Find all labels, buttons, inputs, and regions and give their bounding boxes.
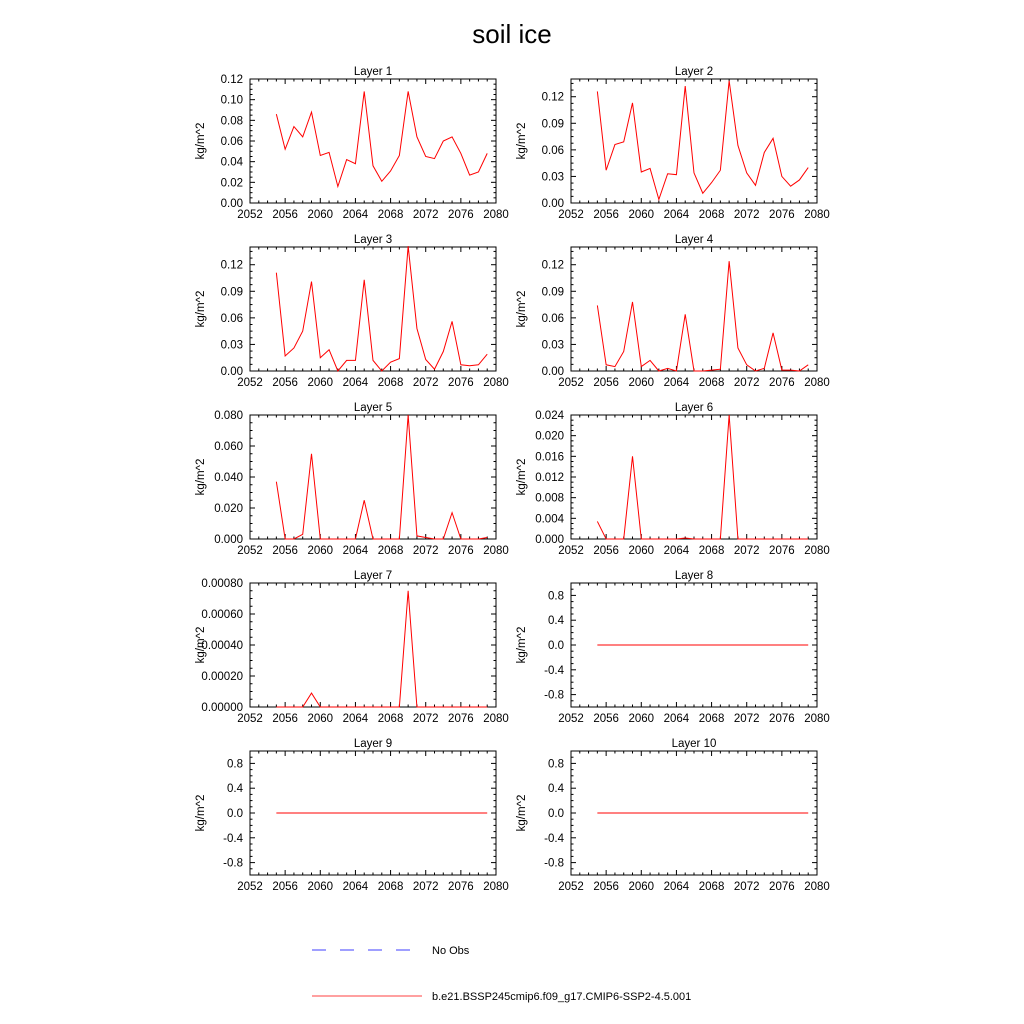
x-tick-label: 2056 <box>272 209 298 221</box>
y-tick-label: 0.00 <box>541 366 564 378</box>
x-tick-label: 2068 <box>377 713 404 725</box>
y-axis-label: kg/m^2 <box>516 458 528 496</box>
panel-title: Layer 3 <box>353 234 393 246</box>
x-tick-label: 2060 <box>307 713 334 725</box>
y-tick-label: 0.008 <box>535 492 564 505</box>
x-tick-label: 2076 <box>448 881 474 893</box>
x-tick-label: 2056 <box>272 545 298 557</box>
x-tick-label: 2072 <box>733 209 760 221</box>
x-tick-label: 2064 <box>342 377 369 389</box>
y-tick-label: 0.8 <box>548 758 564 771</box>
series-line-layer-2 <box>597 81 808 200</box>
x-tick-label: 2052 <box>237 545 263 557</box>
panel-title: Layer 7 <box>353 570 393 582</box>
x-tick-label: 2080 <box>483 209 509 221</box>
panel-layer-6 <box>516 402 830 557</box>
x-tick-label: 2080 <box>483 881 509 893</box>
y-axis-label: kg/m^2 <box>195 626 207 664</box>
x-tick-label: 2072 <box>733 377 760 389</box>
x-tick-label: 2076 <box>448 545 474 557</box>
x-tick-label: 2056 <box>593 209 619 221</box>
x-tick-label: 2068 <box>377 209 404 221</box>
x-tick-label: 2056 <box>593 713 619 725</box>
x-tick-label: 2052 <box>237 881 263 893</box>
x-tick-label: 2064 <box>342 881 369 893</box>
x-tick-label: 2068 <box>698 881 725 893</box>
y-tick-label: 0.06 <box>541 144 564 157</box>
x-tick-label: 2080 <box>483 545 509 557</box>
y-axis-label: kg/m^2 <box>195 794 207 832</box>
x-tick-label: 2060 <box>628 377 655 389</box>
y-tick-label: 0.00040 <box>201 640 243 652</box>
x-tick-label: 2072 <box>412 209 439 221</box>
y-tick-label: 0.03 <box>541 171 564 184</box>
x-tick-label: 2080 <box>804 209 830 221</box>
panel-title: Layer 1 <box>353 66 393 78</box>
y-tick-label: 0.06 <box>220 312 243 325</box>
y-tick-label: 0.08 <box>220 115 243 128</box>
y-tick-label: 0.0 <box>548 640 564 652</box>
y-tick-label: 0.012 <box>535 472 564 484</box>
y-tick-label: 0.09 <box>541 286 564 299</box>
y-axis-label: kg/m^2 <box>516 794 528 832</box>
plot-frame <box>250 247 496 371</box>
x-tick-label: 2060 <box>628 713 655 725</box>
x-tick-label: 2076 <box>448 713 474 725</box>
panel-layer-2 <box>516 66 830 221</box>
x-tick-label: 2060 <box>628 545 655 557</box>
x-tick-label: 2064 <box>663 377 690 389</box>
y-axis-label: kg/m^2 <box>516 626 528 664</box>
y-tick-label: 0.10 <box>220 94 243 107</box>
series-line-layer-4 <box>597 261 808 371</box>
y-tick-label: 0.00020 <box>201 671 243 683</box>
y-axis-label: kg/m^2 <box>195 458 207 496</box>
panel-layer-1 <box>195 66 509 221</box>
y-tick-label: 0.040 <box>214 472 243 484</box>
x-tick-label: 2064 <box>342 713 369 725</box>
x-tick-label: 2076 <box>769 713 795 725</box>
panel-title: Layer 5 <box>353 402 393 414</box>
x-tick-label: 2052 <box>237 713 263 725</box>
series-line-layer-7 <box>276 591 487 707</box>
x-tick-label: 2052 <box>558 377 584 389</box>
series-line-layer-6 <box>597 415 808 539</box>
x-tick-label: 2076 <box>448 209 474 221</box>
x-tick-label: 2072 <box>733 713 760 725</box>
y-axis-label: kg/m^2 <box>195 290 207 328</box>
x-tick-label: 2060 <box>628 209 655 221</box>
y-tick-label: 0.8 <box>227 758 243 771</box>
y-axis-label: kg/m^2 <box>516 290 528 328</box>
plot-frame <box>571 79 817 203</box>
panel-title: Layer 10 <box>671 738 717 750</box>
x-tick-label: 2060 <box>307 881 334 893</box>
panel-title: Layer 6 <box>674 402 714 414</box>
plot-frame <box>250 415 496 539</box>
y-tick-label: 0.020 <box>214 503 243 515</box>
y-tick-label: 0.060 <box>214 441 243 453</box>
panel-title: Layer 4 <box>674 234 714 246</box>
x-tick-label: 2056 <box>593 881 619 893</box>
x-tick-label: 2068 <box>698 377 725 389</box>
x-tick-label: 2080 <box>804 713 830 725</box>
x-tick-label: 2056 <box>593 545 619 557</box>
y-tick-label: 0.00080 <box>201 578 243 590</box>
y-tick-label: 0.06 <box>541 312 564 325</box>
plot-frame <box>250 79 496 203</box>
x-tick-label: 2072 <box>412 377 439 389</box>
panels <box>195 66 830 893</box>
y-tick-label: 0.09 <box>220 286 243 299</box>
x-tick-label: 2076 <box>448 377 474 389</box>
x-tick-label: 2080 <box>804 881 830 893</box>
series-line-layer-3 <box>276 246 487 371</box>
y-tick-label: 0.004 <box>535 513 564 526</box>
plot-frame <box>571 247 817 371</box>
x-tick-label: 2052 <box>558 713 584 725</box>
x-tick-label: 2056 <box>272 713 298 725</box>
plot-frame <box>571 415 817 539</box>
x-tick-label: 2064 <box>663 545 690 557</box>
plot-frame <box>250 583 496 707</box>
x-tick-label: 2068 <box>377 377 404 389</box>
y-tick-label: 0.020 <box>535 430 564 443</box>
panel-layer-8 <box>516 570 830 725</box>
y-tick-label: -0.8 <box>544 857 564 870</box>
x-tick-label: 2052 <box>558 881 584 893</box>
x-tick-label: 2056 <box>272 377 298 389</box>
x-tick-label: 2068 <box>698 209 725 221</box>
y-tick-label: 0.04 <box>220 156 243 169</box>
panel-layer-9 <box>195 738 509 893</box>
x-tick-label: 2080 <box>804 545 830 557</box>
panel-layer-3 <box>195 234 509 389</box>
panel-title: Layer 9 <box>353 738 393 750</box>
x-tick-label: 2052 <box>558 545 584 557</box>
x-tick-label: 2056 <box>272 881 298 893</box>
y-tick-label: 0.4 <box>227 783 243 796</box>
x-tick-label: 2080 <box>804 377 830 389</box>
y-tick-label: 0.06 <box>220 136 243 148</box>
y-tick-label: -0.4 <box>544 664 564 677</box>
x-tick-label: 2064 <box>663 209 690 221</box>
x-tick-label: 2068 <box>377 545 404 557</box>
y-tick-label: 0.09 <box>541 118 564 131</box>
y-tick-label: 0.12 <box>541 91 564 104</box>
y-tick-label: -0.8 <box>544 689 564 702</box>
panel-title: Layer 2 <box>674 66 714 78</box>
x-tick-label: 2076 <box>769 377 795 389</box>
x-tick-label: 2068 <box>698 545 725 557</box>
panel-layer-7 <box>195 570 509 725</box>
series-line-layer-5 <box>276 415 487 539</box>
y-tick-label: 0.03 <box>541 339 564 352</box>
panel-title: Layer 8 <box>674 570 714 582</box>
y-axis-label: kg/m^2 <box>516 122 528 160</box>
y-tick-label: 0.4 <box>548 615 564 628</box>
x-tick-label: 2060 <box>628 881 655 893</box>
y-tick-label: 0.0 <box>548 808 564 820</box>
y-tick-label: -0.8 <box>223 857 243 870</box>
y-tick-label: 0.00060 <box>201 609 243 621</box>
x-tick-label: 2072 <box>733 881 760 893</box>
y-tick-label: 0.000 <box>535 534 564 546</box>
x-tick-label: 2052 <box>237 209 263 221</box>
x-tick-label: 2064 <box>663 881 690 893</box>
y-tick-label: 0.03 <box>220 339 243 352</box>
x-tick-label: 2052 <box>237 377 263 389</box>
x-tick-label: 2060 <box>307 209 334 221</box>
x-tick-label: 2080 <box>483 377 509 389</box>
y-tick-label: 0.080 <box>214 410 243 422</box>
legend <box>312 945 691 1003</box>
y-tick-label: 0.016 <box>535 451 564 464</box>
y-tick-label: 0.12 <box>220 74 243 86</box>
panel-layer-10 <box>516 738 830 893</box>
x-tick-label: 2064 <box>342 545 369 557</box>
x-tick-label: 2076 <box>769 545 795 557</box>
x-tick-label: 2068 <box>377 881 404 893</box>
y-tick-label: 0.4 <box>548 783 564 796</box>
x-tick-label: 2052 <box>558 209 584 221</box>
legend-model-label: b.e21.BSSP245cmip6.f09_g17.CMIP6-SSP2-4.5.001 <box>432 991 692 1003</box>
y-tick-label: 0.00 <box>220 366 243 378</box>
x-tick-label: 2056 <box>593 377 619 389</box>
x-tick-label: 2064 <box>342 209 369 221</box>
panel-layer-4 <box>516 234 830 389</box>
y-tick-label: 0.12 <box>220 259 243 272</box>
x-tick-label: 2076 <box>769 881 795 893</box>
x-tick-label: 2068 <box>698 713 725 725</box>
series-line-layer-1 <box>276 91 487 186</box>
y-tick-label: 0.02 <box>220 177 243 190</box>
x-tick-label: 2060 <box>307 545 334 557</box>
legend-no-obs-label: No Obs <box>432 945 470 957</box>
x-tick-label: 2076 <box>769 209 795 221</box>
y-tick-label: 0.12 <box>541 259 564 272</box>
figure-title: soil ice <box>472 19 552 49</box>
panel-layer-5 <box>195 402 509 557</box>
y-tick-label: 0.00 <box>541 198 564 210</box>
y-tick-label: 0.024 <box>535 410 564 422</box>
y-axis-label: kg/m^2 <box>195 122 207 160</box>
x-tick-label: 2072 <box>412 545 439 557</box>
y-tick-label: 0.0 <box>227 808 243 820</box>
y-tick-label: -0.4 <box>544 832 564 845</box>
x-tick-label: 2072 <box>412 713 439 725</box>
x-tick-label: 2080 <box>483 713 509 725</box>
x-tick-label: 2060 <box>307 377 334 389</box>
y-tick-label: 0.00 <box>220 198 243 210</box>
y-tick-label: -0.4 <box>223 832 243 845</box>
y-tick-label: 0.000 <box>214 534 243 546</box>
x-tick-label: 2064 <box>663 713 690 725</box>
y-tick-label: 0.00000 <box>201 702 243 714</box>
y-tick-label: 0.8 <box>548 590 564 603</box>
x-tick-label: 2072 <box>412 881 439 893</box>
x-tick-label: 2072 <box>733 545 760 557</box>
